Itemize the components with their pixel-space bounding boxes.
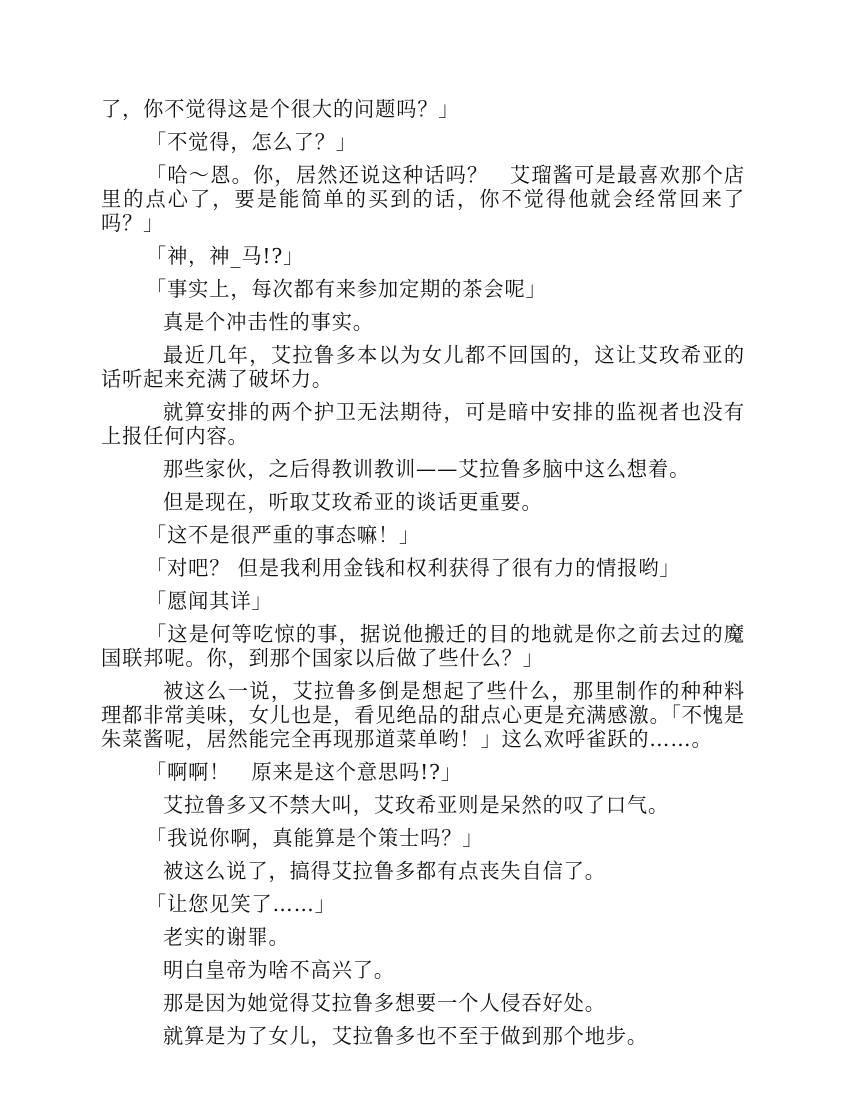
paragraph-dialogue: 「让您见笑了……」 [146, 892, 336, 916]
paragraph-dialogue: 「不觉得，怎么了？」 [146, 130, 357, 154]
paragraph-narration: 就算安排的两个护卫无法期待，可是暗中安排的监视者也没有上报任何内容。 [101, 400, 745, 448]
paragraph-dialogue: 「我说你啊，真能算是个策士吗？」 [146, 826, 484, 850]
paragraph-narration: 老实的谢罪。 [163, 925, 290, 949]
paragraph-dialogue: 「这是何等吃惊的事，据说他搬迁的目的地就是你之前去过的魔国联邦呢。你，到那个国家以后做了些什么？」 [101, 622, 745, 670]
paragraph-dialogue: 「啊啊！ 原来是这个意思吗!?」 [146, 760, 462, 784]
paragraph-narration: 被这么一说，艾拉鲁多倒是想起了些什么，那里制作的种种料理都非常美味，女儿也是，看见绝品的甜点心更是充满感激。「不愧是朱菜酱呢，居然能完全再现那道菜单哟！」这么欢呼雀跃的……。 [101, 679, 745, 751]
paragraph-continuation: 了，你不觉得这是个很大的问题吗？」 [101, 97, 460, 121]
document-page [101, 97, 745, 1057]
paragraph-narration: 明白皇帝为啥不高兴了。 [163, 958, 395, 982]
paragraph-narration: 那是因为她觉得艾拉鲁多想要一个人侵吞好处。 [163, 991, 606, 1015]
paragraph-narration: 就算是为了女儿，艾拉鲁多也不至于做到那个地步。 [163, 1024, 649, 1048]
paragraph-narration: 最近几年，艾拉鲁多本以为女儿都不回国的，这让艾玫希亚的话听起来充满了破坏力。 [101, 343, 745, 391]
paragraph-dialogue: 「对吧？ 但是我利用金钱和权利获得了很有力的情报哟」 [146, 556, 681, 580]
paragraph-dialogue: 「事实上，每次都有来参加定期的茶会呢」 [146, 277, 547, 301]
paragraph-narration: 被这么说了，搞得艾拉鲁多都有点丧失自信了。 [163, 859, 606, 883]
paragraph-dialogue: 「哈～恩。你，居然还说这种话吗？ 艾瑠酱可是最喜欢那个店里的点心了，要是能简单的买到的话，你不觉得他就会经常回来了吗？」 [101, 163, 745, 235]
paragraph-dialogue: 「这不是很严重的事态嘛！」 [146, 523, 421, 547]
paragraph-narration: 真是个冲击性的事实。 [163, 310, 374, 334]
paragraph-dialogue: 「神，神_马!?」 [146, 244, 305, 268]
paragraph-narration: 那些家伙，之后得教训教训——艾拉鲁多脑中这么想着。 [163, 457, 691, 481]
paragraph-dialogue: 「愿闻其详」 [146, 589, 273, 613]
paragraph-narration: 艾拉鲁多又不禁大叫，艾玫希亚则是呆然的叹了口气。 [163, 793, 670, 817]
paragraph-narration: 但是现在，听取艾玫希亚的谈话更重要。 [163, 490, 543, 514]
